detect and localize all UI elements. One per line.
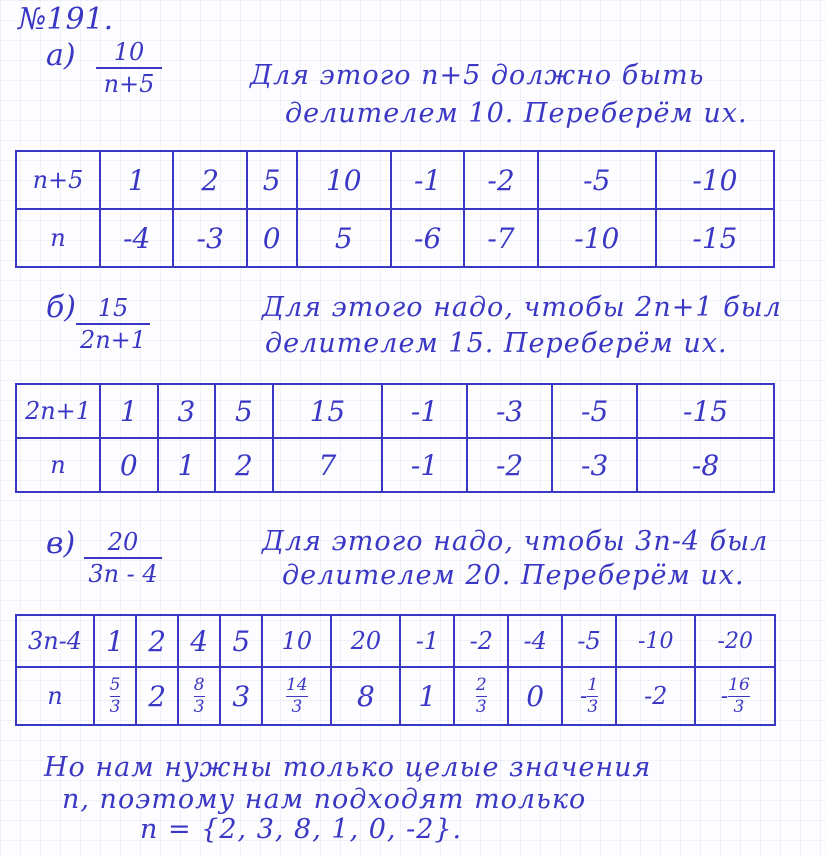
part-a-row1-cell: -10 [656,151,774,209]
part-c-table-row1 [16,615,775,667]
part-a-row2-cell: 5 [297,209,391,267]
part-b-table [15,383,775,493]
part-a-fraction-numerator: 10 [113,38,145,66]
part-a-row2-header: n [16,209,100,267]
cell-fraction-denominator: 3 [291,696,303,717]
part-a-row1-cell: -5 [538,151,656,209]
cell-fraction-denominator: 3 [587,696,599,717]
part-a-label: а) [46,38,76,73]
part-a-row2-cell: 0 [247,209,297,267]
part-b-table-row1 [16,384,774,438]
part-a-row2-cell: -3 [173,209,246,267]
cell-fraction [193,674,205,717]
part-c-row1-header: 3n-4 [16,615,94,667]
part-b-table-row2 [16,438,774,492]
part-c-row2-cell: 3 [220,667,262,725]
cell-fraction [286,674,308,717]
part-b-row1-cell: 5 [215,384,273,438]
part-b-fraction [76,296,150,352]
part-c-row1-cell: 2 [136,615,178,667]
part-b-row1-header: 2n+1 [16,384,100,438]
cell-fraction-denominator: 3 [193,696,205,717]
part-b-row1-cell: -5 [552,384,637,438]
part-c-row2-cell [562,667,616,725]
part-c-table-row2 [16,667,775,725]
part-b-row2-cell: 2 [215,438,273,492]
part-c-fraction [84,530,162,586]
part-b-row2-cell: 0 [100,438,158,492]
part-b-fraction-numerator: 15 [97,294,129,322]
cell-fraction-numerator: 16 [728,674,750,695]
cell-minus-sign: - [720,683,729,709]
part-c-row2-header: n [16,667,94,725]
part-c-table [15,614,776,726]
part-a-fraction [96,40,162,96]
part-a-text-line1: Для этого n+5 должно быть [250,60,705,91]
part-c-row1-cell: -1 [400,615,454,667]
part-c-row1-cell: 1 [94,615,136,667]
part-c-row1-cell: 5 [220,615,262,667]
part-c-row2-cell: -2 [616,667,695,725]
part-c-text-line2: делителем 20. Переберём их. [282,560,745,591]
part-c-row2-cell: 1 [400,667,454,725]
part-b-row1-cell: 3 [158,384,216,438]
part-b-row2-cell: -1 [382,438,467,492]
part-c-row1-cell: -5 [562,615,616,667]
cell-fraction-numerator: 8 [193,674,205,695]
part-a-row1-cell: 1 [100,151,173,209]
cell-fraction-numerator: 14 [286,674,308,695]
part-b-row2-cell: -8 [637,438,774,492]
part-a-table-row2 [16,209,774,267]
part-a-row1-cell: 2 [173,151,246,209]
part-c-row2-cell: 8 [331,667,400,725]
part-a-row1-cell: 5 [247,151,297,209]
cell-fraction-denominator: 3 [733,696,745,717]
cell-minus-sign: - [579,683,588,709]
part-c-row2-cell [262,667,331,725]
part-b-text-line1: Для этого надо, чтобы 2n+1 был [262,292,782,323]
part-b-text-line2: делителем 15. Переберём их. [265,328,728,359]
part-b-row2-cell: -3 [552,438,637,492]
conclusion-line2: n, поэтому нам подходят только [62,784,587,815]
part-b-row2-cell: 1 [158,438,216,492]
part-c-label: в) [46,526,76,561]
part-b-row2-cell: -2 [467,438,552,492]
part-c-row1-cell: -20 [695,615,775,667]
part-a-table [15,150,775,268]
part-c-row2-cell: 0 [508,667,562,725]
cell-fraction [728,674,750,717]
part-a-row2-cell: -6 [391,209,464,267]
part-a-table-row1 [16,151,774,209]
part-c-row1-cell: 4 [178,615,220,667]
cell-fraction-numerator: 5 [109,674,121,695]
part-a-fraction-denominator: n+5 [103,70,155,98]
part-a-row2-cell: -15 [656,209,774,267]
part-a-text-line2: делителем 10. Переберём их. [285,98,748,129]
part-c-row1-cell: -10 [616,615,695,667]
part-b-label: б) [46,290,77,325]
part-a-row1-cell: 10 [297,151,391,209]
part-b-row1-cell: -1 [382,384,467,438]
part-b-fraction-denominator: 2n+1 [79,326,147,354]
cell-fraction-denominator: 3 [475,696,487,717]
part-a-row2-cell: -4 [100,209,173,267]
conclusion-line1: Но нам нужны только целые значения [44,752,652,783]
part-b-row1-cell: 15 [273,384,382,438]
part-c-row1-cell: -2 [454,615,508,667]
cell-fraction [475,674,487,717]
cell-fraction [109,674,121,717]
part-c-fraction-numerator: 20 [107,528,139,556]
part-a-row2-cell: -7 [464,209,537,267]
part-c-row2-cell [695,667,775,725]
cell-fraction [587,674,599,717]
cell-fraction-numerator: 1 [587,674,599,695]
part-c-row1-cell: -4 [508,615,562,667]
part-b-row1-cell: -3 [467,384,552,438]
cell-fraction-numerator: 2 [475,674,487,695]
part-c-row2-cell [178,667,220,725]
part-a-row1-cell: -2 [464,151,537,209]
part-c-text-line1: Для этого надо, чтобы 3n-4 был [262,526,769,557]
problem-number: №191. [18,2,114,37]
part-c-fraction-denominator: 3n - 4 [88,560,158,588]
part-a-row2-cell: -10 [538,209,656,267]
part-b-row1-cell: 1 [100,384,158,438]
part-a-row1-cell: -1 [391,151,464,209]
part-b-row2-cell: 7 [273,438,382,492]
part-b-row2-header: n [16,438,100,492]
part-c-row2-cell [454,667,508,725]
part-c-row1-cell: 20 [331,615,400,667]
part-c-row2-cell [94,667,136,725]
part-c-row1-cell: 10 [262,615,331,667]
part-b-row1-cell: -15 [637,384,774,438]
part-a-row1-header: n+5 [16,151,100,209]
part-c-row2-cell: 2 [136,667,178,725]
conclusion-line3: n = {2, 3, 8, 1, 0, -2}. [140,814,463,845]
cell-fraction-denominator: 3 [109,696,121,717]
